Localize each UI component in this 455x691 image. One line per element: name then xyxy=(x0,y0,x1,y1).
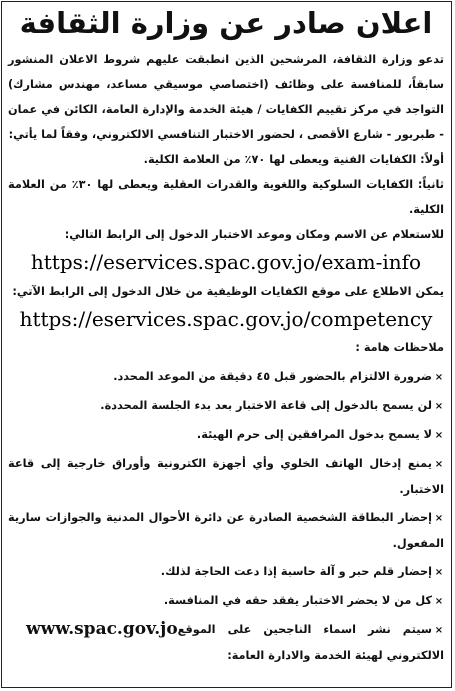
note-item xyxy=(8,422,444,448)
note-text: يمنع إدخال الهاتف الخلوي وأي أجهزة الكترونية وأوراق خارجية إلى قاعة الاختبار. xyxy=(8,457,444,496)
bullet-x-icon: × xyxy=(434,625,444,636)
notes-title: ملاحظات هامة : xyxy=(355,341,444,354)
criteria-item-1: أولاً: الكفايات الفنية ويعطى لها ٧٠٪ من العلامة الكلية. xyxy=(143,153,444,166)
note-item xyxy=(8,451,444,502)
bullet-x-icon: × xyxy=(434,567,444,578)
note-item xyxy=(8,559,444,585)
note-text: كل من لا يحضر الاختبار يفقد حقه في المنافسة. xyxy=(163,594,432,607)
criteria-item-2: ثانياً: الكفايات السلوكية واللغوية والقدرات العقلية ويعطى لها ٣٠٪ من العلامة الكلية. xyxy=(8,178,444,216)
inquiry-text: للاستعلام عن الاسم ومكان وموعد الاختبار الدخول إلى الرابط التالي: xyxy=(64,228,444,241)
note-text: لن يسمح بالدخول إلى قاعة الاختبار بعد بدء الجلسة المحددة. xyxy=(100,399,432,412)
site-link[interactable]: www.spac.gov.jo xyxy=(26,619,178,639)
note-text: ضرورة الالتزام بالحضور قبل ٤٥ دقيقة من الموعد المحدد. xyxy=(113,370,432,383)
competency-link[interactable]: https://eservices.spac.gov.jo/competency xyxy=(19,307,433,331)
bullet-x-icon: × xyxy=(434,596,444,607)
bullet-x-icon: × xyxy=(434,459,444,470)
note-item xyxy=(8,505,444,556)
competency-text: يمكن الاطلاع على موقع الكفايات الوظيفية من خلال الدخول إلى الرابط الآتي: xyxy=(12,285,444,298)
note-item xyxy=(8,393,444,419)
announcement-title: اعلان صادر عن وزارة الثقافة xyxy=(19,6,433,40)
bullet-x-icon: × xyxy=(434,401,444,412)
intro-paragraph: تدعو وزارة الثقافة، المرشحين الذين انطبقت عليهم شروط الاعلان المنشور سابقاً، للمنافسة على وظائف (اختصاصي موسيقي مساعد، مهندس مشارك) التواجد في مركز تقييم الكفايات / هيئة الخدمة والإدارة العامة، الكائن في عمان - طبربور - شارع الأقصى ، لحضور الاختبار التنافسي الالكتروني، وفقاً لما يأتي: xyxy=(8,53,444,141)
announcement-frame xyxy=(1,1,452,688)
note-item xyxy=(8,588,444,614)
bullet-x-icon: × xyxy=(434,430,444,441)
note-item-results xyxy=(8,617,444,668)
note-text: إحضار البطاقة الشخصية الصادرة عن دائرة الأحوال المدنية والجوازات سارية المفعول. xyxy=(8,511,444,550)
note-text: لا يسمح بدخول المرافقين إلى حرم الهيئة. xyxy=(196,428,432,441)
note-item xyxy=(8,364,444,390)
note-text: إحضار قلم حبر و آلة حاسبة إذا دعت الحاجة لذلك. xyxy=(160,565,432,578)
exam-info-link[interactable]: https://eservices.spac.gov.jo/exam-info xyxy=(30,250,422,274)
note-text: سيتم نشر اسماء الناجحين على الموقع الالكتروني لهيئة الخدمة والادارة العامة: xyxy=(177,623,444,662)
bullet-x-icon: × xyxy=(434,372,444,383)
announcement xyxy=(2,2,451,668)
bullet-x-icon: × xyxy=(434,513,444,524)
